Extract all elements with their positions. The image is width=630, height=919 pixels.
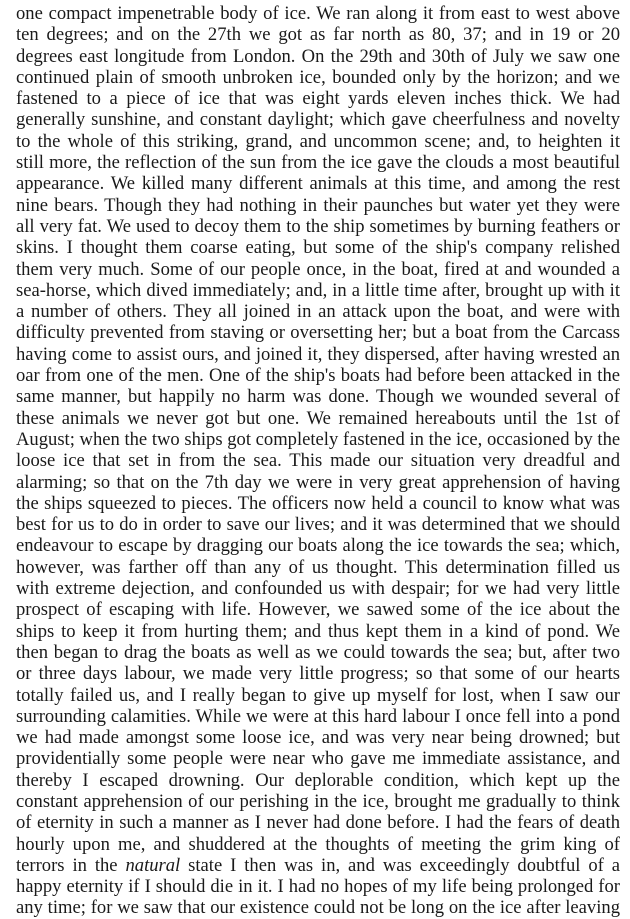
text-line (16, 237, 620, 258)
text-line (16, 599, 620, 620)
text-run: skins. I thought them coarse eating, but some of the ship's company relished (16, 237, 620, 259)
text-line (16, 429, 620, 450)
text-run: surrounding calamities. While we were at this hard labour I once fell into a pond (16, 705, 620, 727)
text-line (16, 493, 620, 514)
text-run: same manner, but happily no harm was done. Though we wounded several of (16, 386, 620, 408)
text-line (16, 897, 620, 918)
text-line (16, 88, 620, 109)
text-line (16, 109, 620, 130)
text-run: best for us to do in order to save our lives; and it was determined that we should (16, 514, 620, 536)
text-run: then began to drag the boats as well as we could towards the sea; but, after two (16, 641, 620, 663)
text-line (16, 365, 620, 386)
text-line (16, 663, 620, 684)
text-run: with extreme dejection, and confounded us with despair; for we had very little (16, 578, 620, 600)
text-line (16, 67, 620, 88)
text-line (16, 578, 620, 599)
text-run: constant apprehension of our perishing in the ice, brought me gradually to think (16, 790, 620, 812)
text-run: them very much. Some of our people once, in the boat, fired at and wounded a (16, 258, 620, 280)
text-line (16, 344, 620, 365)
text-line (16, 855, 620, 876)
text-line (16, 46, 620, 67)
text-line (16, 621, 620, 642)
text-line (16, 812, 620, 833)
text-line (16, 259, 620, 280)
text-line (16, 472, 620, 493)
text-run: still more, the reflection of the sun from the ice gave the clouds a most beautiful (16, 152, 620, 174)
text-run: ships to keep it from hurting them; and thus kept them in a kind of pond. We (16, 620, 620, 642)
text-run: ten degrees; and on the 27th we got as far north as 80, 37; and in 19 or 20 (16, 24, 620, 46)
text-run: loose ice that set in from the sea. This made our situation very dreadful and (16, 450, 620, 472)
text-run: endeavour to escape by dragging our boats along the ice towards the sea; which, (16, 535, 620, 557)
text-run: sea-horse, which dived immediately; and, in a little time after, brought up with it (16, 279, 620, 301)
text-line (16, 834, 620, 855)
text-line (16, 386, 620, 407)
text-run: however, was farther off than any of us thought. This determination filled us (16, 556, 620, 578)
text-run: alarming; so that on the 7th day we were in very great apprehension of having (16, 471, 620, 493)
text-run: degrees east longitude from London. On the 29th and 30th of July we saw one (16, 45, 620, 67)
text-run: hourly upon me, and shuddered at the thoughts of meeting the grim king of (16, 833, 620, 855)
text-run: appearance. We killed many different animals at this time, and among the rest (16, 173, 620, 195)
text-line (16, 280, 620, 301)
body-text (16, 3, 620, 919)
text-run: state I then was in, and was exceedingly doubtful of a (180, 854, 620, 876)
text-run: the ships squeezed to pieces. The officers now held a council to know what was (16, 492, 620, 514)
text-line (16, 791, 620, 812)
text-line (16, 727, 620, 748)
text-run: totally failed us, and I really began to give up myself for lost, when I saw our (16, 684, 620, 706)
text-line (16, 408, 620, 429)
text-line (16, 748, 620, 769)
text-line (16, 557, 620, 578)
text-run: August; when the two ships got completely fastened in the ice, occasioned by the (16, 428, 621, 450)
text-run: happy eternity if I should die in it. I had no hopes of my life being prolonged for (16, 876, 620, 898)
text-run: any time; for we saw that our existence could not be long on the ice after leaving (16, 897, 620, 919)
text-run: oar from one of the men. One of the ship's boats had before been attacked in the (16, 365, 620, 387)
text-line (16, 706, 620, 727)
text-run: continued plain of smooth unbroken ice, bounded only by the horizon; and we (16, 66, 620, 88)
text-line (16, 876, 620, 897)
text-run: having come to assist ours, and joined it, they dispersed, after having wrested an (16, 343, 620, 365)
text-run: all very fat. We used to decoy them to the ship sometimes by burning feathers or (16, 215, 620, 237)
text-line (16, 3, 620, 24)
text-line (16, 322, 620, 343)
text-run: one compact impenetrable body of ice. We ran along it from east to west above (16, 3, 620, 24)
text-line (16, 642, 620, 663)
text-line (16, 152, 620, 173)
text-run: difficulty prevented from staving or oversetting her; but a boat from the Carcass (16, 322, 620, 344)
text-run: thereby I escaped drowning. Our deplorable condition, which kept up the (16, 769, 620, 791)
text-run: these animals we never got but one. We remained hereabouts until the 1st of (16, 407, 620, 429)
text-run: prospect of escaping with life. However, we sawed some of the ice about the (16, 599, 620, 621)
text-line (16, 450, 620, 471)
text-line (16, 514, 620, 535)
text-run: of eternity in such a manner as I never had done before. I had the fears of death (16, 812, 620, 834)
text-line (16, 24, 620, 45)
text-run: a number of others. They all joined in an attack upon the boat, and were with (16, 301, 620, 323)
text-line (16, 216, 620, 237)
text-run: or three days labour, we made very little progress; so that some of our hearts (16, 663, 620, 685)
text-line (16, 301, 620, 322)
text-run: nine bears. Though they had nothing in their paunches but water yet they were (16, 194, 620, 216)
text-run: generally sunshine, and constant daylight; which gave cheerfulness and novelty (16, 109, 620, 131)
text-run: to the whole of this striking, grand, and uncommon scene; and, to heighten it (16, 130, 620, 152)
text-line (16, 195, 620, 216)
text-line (16, 131, 620, 152)
text-run: terrors in the (16, 854, 126, 876)
text-line (16, 173, 620, 194)
text-line (16, 685, 620, 706)
text-line (16, 535, 620, 556)
text-run: fastened to a piece of ice that was eight yards eleven inches thick. We had (16, 88, 620, 110)
text-run: providentially some people were near who gave me immediate assistance, and (16, 748, 620, 770)
text-line (16, 770, 620, 791)
text-run: we had made amongst some loose ice, and was very near being drowned; but (16, 727, 620, 749)
emphasis-text: natural (125, 854, 181, 876)
